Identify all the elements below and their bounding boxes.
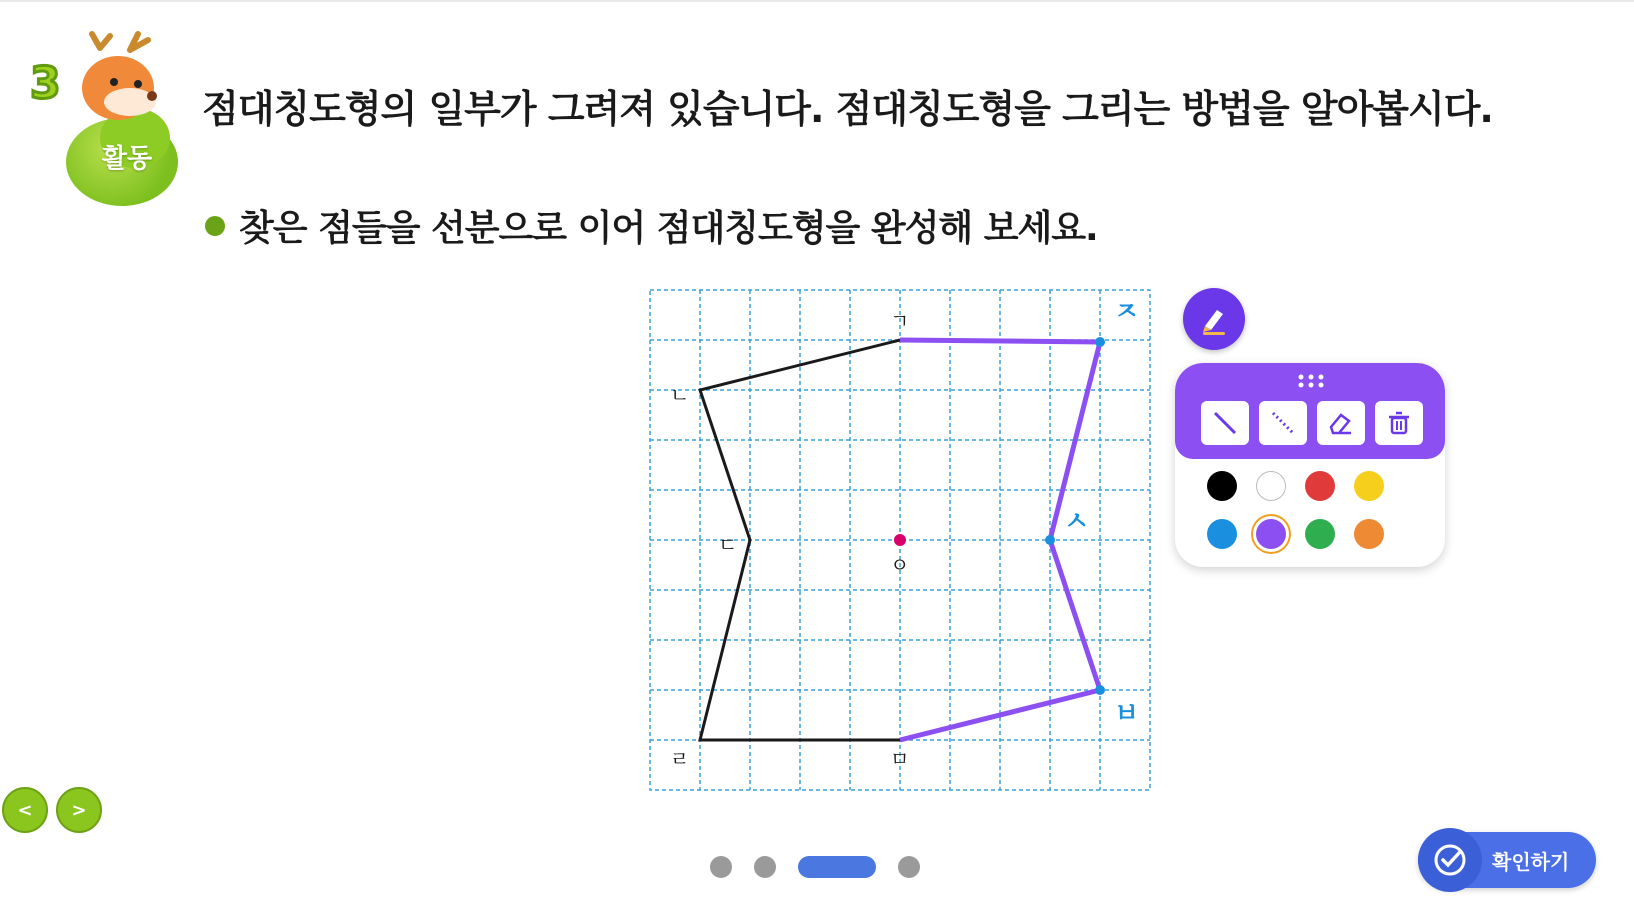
label-mieum: ㅁ xyxy=(890,747,910,771)
dotted-line-icon xyxy=(1269,409,1297,437)
check-circle-icon xyxy=(1418,828,1482,892)
next-button[interactable]: > xyxy=(56,787,102,833)
prev-button[interactable]: < xyxy=(2,787,48,833)
confirm-button[interactable] xyxy=(1418,832,1596,888)
pen-toggle-button[interactable] xyxy=(1183,288,1245,350)
page-indicator xyxy=(710,856,920,878)
color-purple-swatch[interactable] xyxy=(1256,519,1286,549)
page-dot-1[interactable] xyxy=(710,856,732,878)
instruction xyxy=(205,200,1098,251)
top-divider xyxy=(0,0,1634,2)
eraser-tool-button[interactable] xyxy=(1317,401,1365,445)
color-black-swatch[interactable] xyxy=(1207,471,1237,501)
color-white-swatch[interactable] xyxy=(1256,471,1286,501)
point-j-marker xyxy=(1095,337,1105,347)
activity-badge xyxy=(30,30,180,180)
label-digeut: ㄷ xyxy=(718,533,738,557)
activity-label: 활동 xyxy=(101,144,153,174)
color-red-swatch[interactable] xyxy=(1305,471,1335,501)
trash-tool-button[interactable] xyxy=(1375,401,1423,445)
bullet-icon xyxy=(205,216,225,236)
label-rieul: ㄹ xyxy=(670,747,690,771)
line-icon xyxy=(1211,409,1239,437)
page-title: 점대칭도형의 일부가 그려져 있습니다. 점대칭도형을 그리는 방법을 알아봅시다. xyxy=(202,87,1493,131)
color-orange-swatch[interactable] xyxy=(1354,519,1384,549)
center-point-marker xyxy=(894,534,906,546)
pen-icon xyxy=(1197,302,1231,336)
eraser-icon xyxy=(1327,409,1355,437)
activity-number: 3 xyxy=(30,58,61,109)
drawing-palette xyxy=(1175,363,1445,567)
dotted-line-tool-button[interactable] xyxy=(1259,401,1307,445)
color-swatches xyxy=(1207,471,1386,549)
label-bieup: ㅂ xyxy=(1114,699,1140,729)
label-giyeok: ㄱ xyxy=(890,309,910,333)
point-s-marker xyxy=(1045,535,1055,545)
drag-handle-icon[interactable] xyxy=(1297,373,1325,389)
point-b-marker xyxy=(1095,685,1105,695)
label-siot: ㅅ xyxy=(1064,507,1090,537)
label-jieut: ㅈ xyxy=(1114,297,1140,327)
palette-toolbar xyxy=(1175,363,1445,459)
color-green-swatch[interactable] xyxy=(1305,519,1335,549)
page-dot-3[interactable] xyxy=(798,856,876,878)
page-dot-2[interactable] xyxy=(754,856,776,878)
confirm-label: 확인하기 xyxy=(1492,850,1570,874)
color-blue-swatch[interactable] xyxy=(1207,519,1237,549)
line-tool-button[interactable] xyxy=(1201,401,1249,445)
instruction-text: 찾은 점들을 선분으로 이어 점대칭도형을 완성해 보세요. xyxy=(239,208,1098,249)
drawing-grid[interactable] xyxy=(640,280,1160,800)
page-dot-4[interactable] xyxy=(898,856,920,878)
trash-icon xyxy=(1385,409,1413,437)
color-yellow-swatch[interactable] xyxy=(1354,471,1384,501)
label-nieun: ㄴ xyxy=(670,383,690,407)
label-ieung: ㅇ xyxy=(890,553,910,577)
